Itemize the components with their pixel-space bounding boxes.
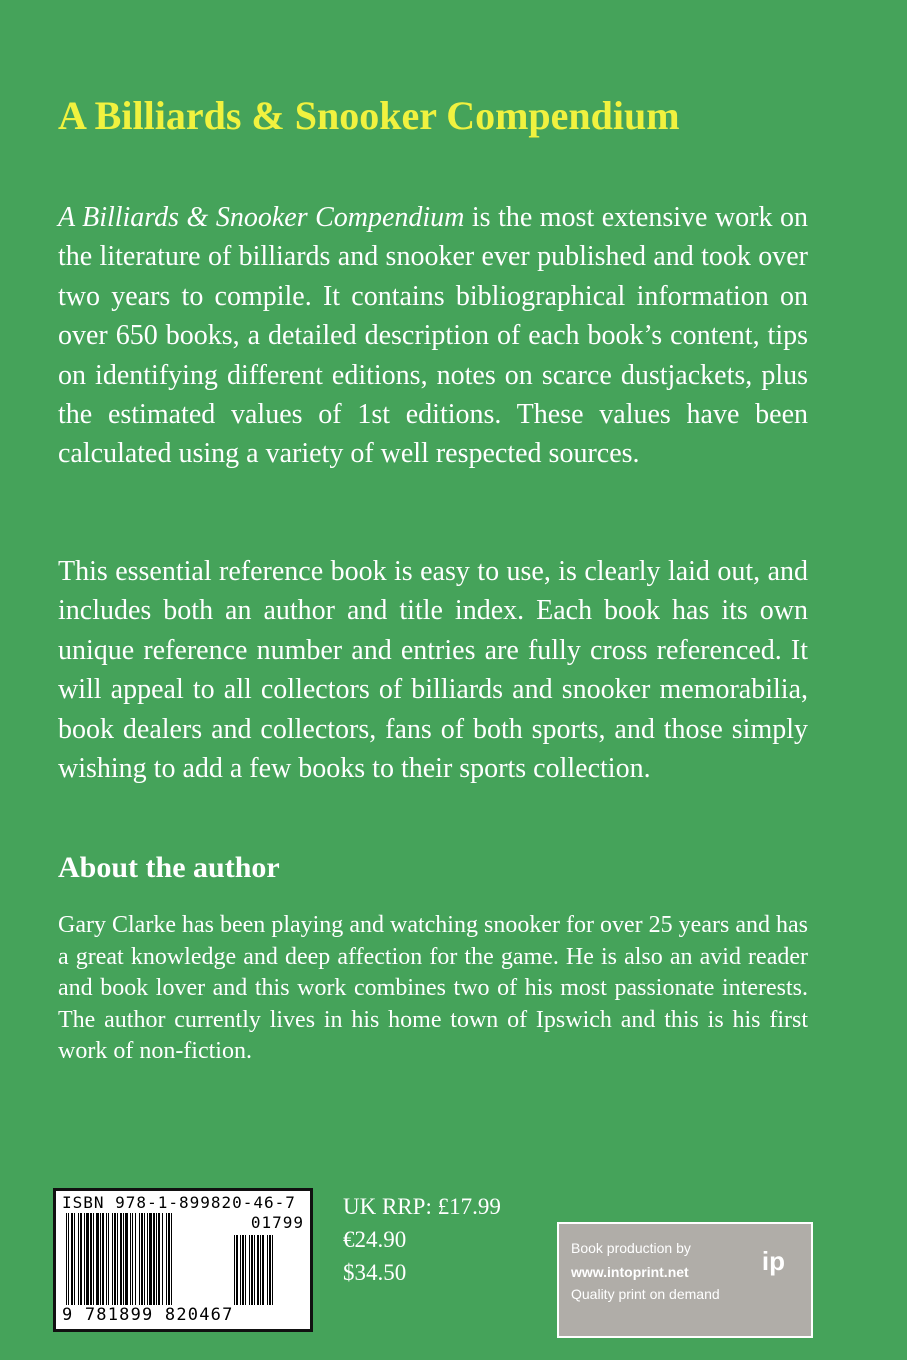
price-eur: €24.90 xyxy=(343,1227,407,1252)
barcode-bars xyxy=(66,1213,226,1305)
barcode-addon-bars xyxy=(234,1235,304,1305)
description-paragraph-1 xyxy=(58,198,808,474)
producer-box xyxy=(557,1222,813,1338)
description-italic-title: A Billiards & Snooker Compendium xyxy=(58,202,465,233)
description-paragraph-2: This essential reference book is easy to use, is clearly laid out, and includes both an author and title index. Each book has its own unique reference number and entries are fully cross referenced. It will appeal to all collectors of billiards and snooker memorabilia, book dealers and collectors, fans of both sports, and those simply wishing to add a few books to their sports collection. xyxy=(58,556,808,785)
price-usd: $34.50 xyxy=(343,1260,407,1285)
barcode-bar xyxy=(273,1235,275,1305)
barcode-bar xyxy=(171,1213,172,1305)
about-author-heading: About the author xyxy=(58,851,280,884)
price-uk: UK RRP: £17.99 xyxy=(343,1194,501,1219)
isbn-barcode xyxy=(53,1188,313,1332)
description-text-1: is the most extensive work on the literature of billiards and snooker ever published and took over two years to compile. It contains bibliographical information on over 650 books, a detailed description of each book’s content, tips on identifying different editions, notes on scarce dustjackets, plus the estimated values of 1st editions. These values have been calculated using a variety of well respected sources. xyxy=(58,202,808,470)
ean-digits: 9 781899 820467 xyxy=(62,1305,234,1325)
barcode-price-code: 01799 xyxy=(250,1213,304,1232)
book-title: A Billiards & Snooker Compendium xyxy=(58,93,680,138)
isbn-label: ISBN 978-1-899820-46-7 xyxy=(62,1193,296,1212)
producer-website: www.intoprint.net xyxy=(571,1264,689,1280)
author-bio: Gary Clarke has been playing and watching snooker for over 25 years and has a great knowledge and deep affection for the game. He is also an avid reader and book lover and this work combines two of his most passionate interests. The author currently lives in his home town of Ipswich and this is his first work of non-fiction. xyxy=(58,912,808,1064)
producer-tagline: Quality print on demand xyxy=(571,1286,720,1302)
producer-line: Book production by xyxy=(571,1240,691,1256)
price-list xyxy=(343,1190,501,1289)
producer-logo: ip xyxy=(761,1246,785,1276)
